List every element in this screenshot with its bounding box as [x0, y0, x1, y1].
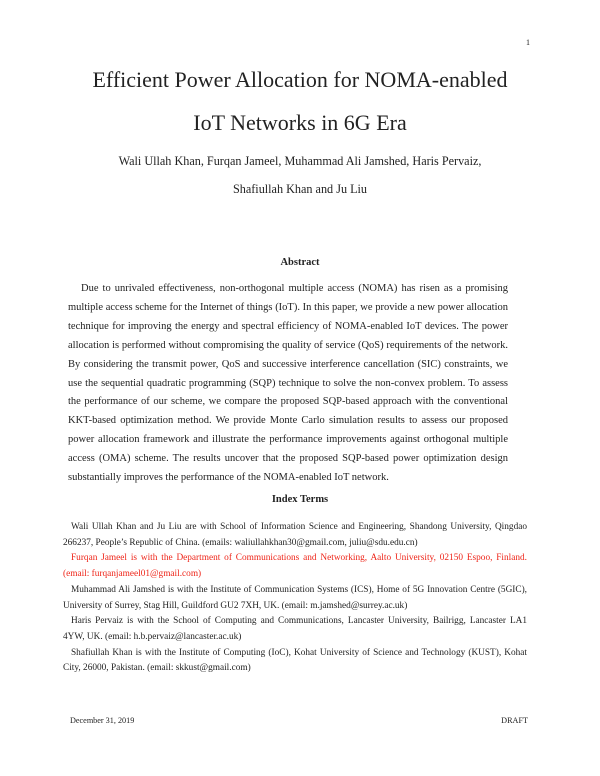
page-number: 1 — [526, 38, 530, 47]
author-affiliations — [63, 520, 527, 677]
author-list-line-1: Wali Ullah Khan, Furqan Jameel, Muhammad Ali Jamshed, Haris Pervaiz, — [118, 154, 482, 168]
affiliation-note-shafiullah-khan: Shafiullah Khan is with the Institute of Computing (IoC), Kohat University of Science and Technology (KUST), Kohat City, 26000, Pakistan. (email: skkust@gmail.com) — [63, 647, 527, 674]
paper-title-line-2: IoT Networks in 6G Era — [193, 110, 407, 135]
footer-status: DRAFT — [501, 716, 528, 725]
paper-title-line-1: Efficient Power Allocation for NOMA-enabled — [92, 67, 508, 92]
affiliation-note-khan-liu: Wali Ullah Khan and Ju Liu are with School of Information Science and Engineering, Shandong University, Qingdao 266237, People’s Republic of China. (emails: waliullahkhan30@gmail.com, juliu@sdu.edu.cn) — [63, 522, 527, 548]
abstract-heading: Abstract — [280, 257, 320, 268]
author-list-line-2: Shafiullah Khan and Ju Liu — [232, 181, 368, 196]
abstract-text: Due to unrivaled effectiveness, non-orthogonal multiple access (NOMA) has risen as a promising multiple access scheme for the Internet of things (IoT). In this paper, we provide a new power allocation technique for improving the energy and spectral efficiency of NOMA-enabled IoT devices. The power allocation is performed without compromising the quality of service (QoS) requirements of the network. By considering the transmit power, QoS and successive interference cancellation (SIC) constraints, we use the sequential quadratic programming (SQP) technique to solve the non-convex problem. To assess the performance of our scheme, we compare the proposed SQP-based approach with the conventional KKT-based optimization method. We provide Monte Carlo simulation results to assess our proposed power allocation framework and illustrate the performance improvements against orthogonal multiple access (OMA) scheme. The results uncover that the proposed SQP-based power optimization design substantially improves the performance of the NOMA-enabled IoT network. — [68, 283, 508, 484]
affiliation-note-jamshed: Muhammad Ali Jamshed is with the Institute of Communication Systems (ICS), Home of 5G Innovation Centre (5GIC), University of Surrey, Stag Hill, Guildford GU2 7XH, UK. (email: m.jamshed@surrey.ac.uk) — [63, 584, 527, 611]
affiliation-note-pervaiz: Haris Pervaiz is with the School of Computing and Communications, Lancaster University, Bailrigg, Lancaster LA1 4YW, UK. (email: h.b.pervaiz@lancaster.ac.uk) — [63, 616, 527, 642]
footer-date: December 31, 2019 — [70, 716, 135, 725]
index-terms-heading: Index Terms — [271, 494, 329, 505]
page-footer — [70, 716, 528, 725]
affiliation-note-jameel: Furqan Jameel is with the Department of Communications and Networking, Aalto University, 02150 Espoo, Finland. (email: furqanjameel01@gmail.com) — [63, 553, 527, 580]
paper-title — [0, 58, 600, 144]
author-list — [0, 148, 600, 203]
